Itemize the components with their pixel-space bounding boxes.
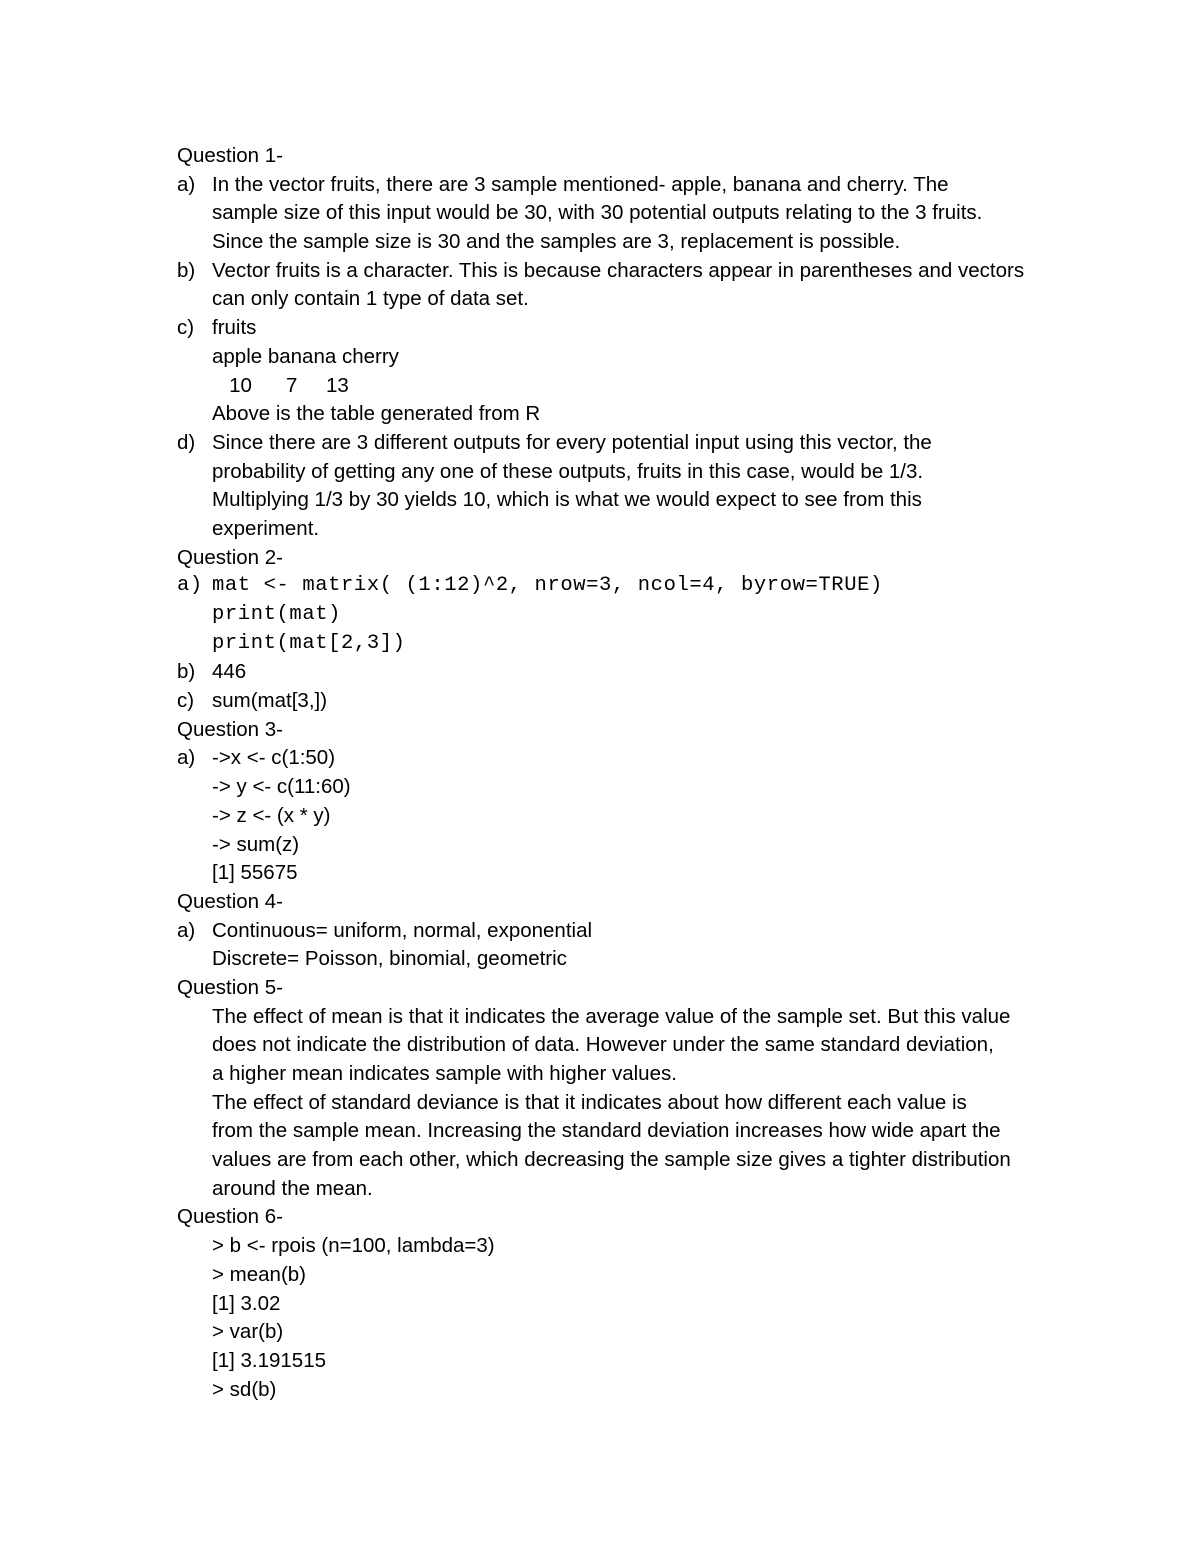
question-2-part-b [177, 658, 1080, 687]
part-marker: d) [177, 430, 196, 454]
answer-line: can only contain 1 type of data set. [212, 287, 529, 311]
part-marker: a) [177, 172, 196, 196]
code-line: > var(b) [212, 1320, 284, 1344]
code-line: -> y <- c(11:60) [212, 775, 351, 799]
answer-line: sample size of this input would be 30, with 30 potential outputs relating to the 3 fruits. [212, 201, 983, 225]
part-marker: a) [177, 574, 203, 598]
part-marker: c) [177, 689, 195, 713]
part-marker: a) [177, 746, 196, 770]
code-line: ->x <- c(1:50) [212, 746, 336, 770]
table-header-row: apple banana cherry [212, 344, 399, 368]
answer-line: probability of getting any one of these outputs, fruits in this case, would be 1/3. [212, 459, 924, 483]
question-2-part-c [177, 687, 1080, 716]
question-3-heading: Question 3- [177, 717, 283, 741]
answer-line: a higher mean indicates sample with higher values. [212, 1062, 677, 1086]
question-6-heading: Question 6- [177, 1205, 283, 1229]
question-1-part-d [177, 429, 1080, 544]
question-1-part-c [177, 314, 1080, 429]
answer-line: values are from each other, which decreasing the sample size gives a tighter distribution [212, 1148, 1011, 1172]
part-marker: b) [177, 258, 196, 282]
part-marker: b) [177, 660, 196, 684]
answer-line: sum(mat[3,]) [212, 689, 328, 713]
question-1-part-b [177, 257, 1080, 314]
answer-line: around the mean. [212, 1176, 373, 1200]
answer-line: does not indicate the distribution of data. However under the same standard deviation, [212, 1033, 994, 1057]
question-4-heading: Question 4- [177, 889, 283, 913]
question-2-heading: Question 2- [177, 545, 283, 569]
answer-line: experiment. [212, 516, 320, 540]
question-1-part-a [177, 171, 1080, 257]
answer-line: In the vector fruits, there are 3 sample mentioned- apple, banana and cherry. The [212, 172, 949, 196]
code-line: > b <- rpois (n=100, lambda=3) [212, 1234, 495, 1258]
code-line: mat <- matrix( (1:12)^2, nrow=3, ncol=4, byrow=TRUE) [212, 574, 883, 598]
question-2-part-a [177, 572, 1080, 658]
table-count-row: 10 7 13 [212, 373, 349, 397]
answer-line: from the sample mean. Increasing the standard deviation increases how wide apart the [212, 1119, 1001, 1143]
code-line: print(mat[2,3]) [212, 631, 406, 655]
question-6-answer [177, 1232, 1080, 1404]
answer-line: Since there are 3 different outputs for every potential input using this vector, the [212, 430, 932, 454]
table-title: fruits [212, 316, 257, 340]
answer-line: Vector fruits is a character. This is because characters appear in parentheses and vectors [212, 258, 1025, 282]
code-output-line: [1] 3.02 [212, 1291, 281, 1315]
part-marker: c) [177, 316, 195, 340]
answer-line: Discrete= Poisson, binomial, geometric [212, 947, 567, 971]
answer-line: Continuous= uniform, normal, exponential [212, 918, 593, 942]
question-1-heading: Question 1- [177, 144, 283, 167]
code-line: > mean(b) [212, 1262, 307, 1286]
answer-line: Since the sample size is 30 and the samples are 3, replacement is possible. [212, 230, 901, 254]
question-3-part-a [177, 744, 1080, 887]
answer-line: Multiplying 1/3 by 30 yields 10, which is what we would expect to see from this [212, 488, 922, 512]
code-output-line: [1] 3.191515 [212, 1348, 326, 1372]
code-output-line: [1] 55675 [212, 861, 298, 885]
code-line: print(mat) [212, 603, 342, 626]
answer-line: Above is the table generated from R [212, 402, 541, 426]
code-line: -> sum(z) [212, 832, 300, 856]
code-line: -> z <- (x * y) [212, 803, 331, 827]
answer-line: The effect of standard deviance is that it indicates about how different each value is [212, 1090, 967, 1114]
answer-line: The effect of mean is that it indicates the average value of the sample set. But this value [212, 1004, 1011, 1028]
question-4-part-a [177, 917, 1080, 974]
code-line: > sd(b) [212, 1377, 277, 1401]
question-5-answer [177, 1003, 1080, 1204]
part-marker: a) [177, 918, 196, 942]
answer-line: 446 [212, 660, 247, 684]
question-5-heading: Question 5- [177, 975, 283, 999]
